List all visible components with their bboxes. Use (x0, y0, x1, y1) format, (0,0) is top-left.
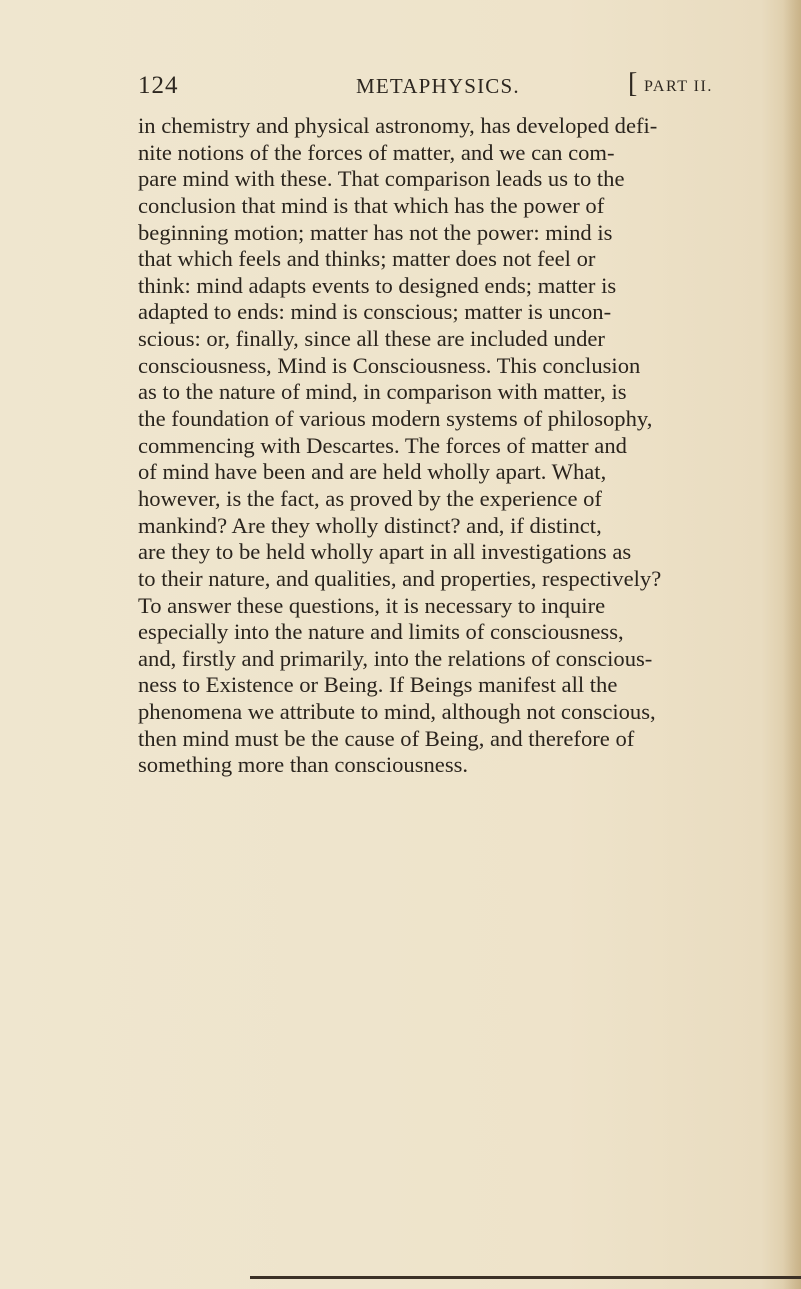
body-text (138, 113, 778, 779)
text-line: as to the nature of mind, in comparison with matter, is (138, 379, 627, 405)
text-line: beginning motion; matter has not the power: mind is (138, 219, 613, 245)
text-line: of mind have been and are held wholly apart. What, (138, 459, 607, 485)
page-number: 124 (138, 72, 179, 99)
text-line: phenomena we attribute to mind, although not conscious, (138, 699, 656, 725)
part-label: PART II. (644, 78, 713, 95)
text-line: are they to be held wholly apart in all investigations as (138, 539, 632, 565)
text-line: and, firstly and primarily, into the relations of conscious- (138, 645, 653, 671)
text-line: ness to Existence or Being. If Beings manifest all the (138, 672, 618, 698)
running-head (138, 68, 758, 112)
text-line: pare mind with these. That comparison leads us to the (138, 166, 625, 192)
text-line: conclusion that mind is that which has the power of (138, 192, 605, 218)
text-line: then mind must be the cause of Being, and therefore of (138, 725, 635, 751)
text-line: the foundation of various modern systems of philosophy, (138, 406, 653, 432)
text-line: however, is the fact, as proved by the experience of (138, 485, 602, 511)
text-line: especially into the nature and limits of consciousness, (138, 619, 624, 645)
text-line: scious: or, finally, since all these are included under (138, 326, 605, 352)
text-line: mankind? Are they wholly distinct? and, if distinct, (138, 512, 602, 538)
part-bracket: [ (628, 68, 638, 99)
text-line: in chemistry and physical astronomy, has developed defi- (138, 113, 658, 138)
text-line: nite notions of the forces of matter, and we can com- (138, 139, 615, 165)
text-line: think: mind adapts events to designed ends; matter is (138, 272, 617, 298)
page-edge-shadow (783, 0, 801, 1289)
text-line: to their nature, and qualities, and properties, respectively? (138, 565, 662, 591)
text-line: commencing with Descartes. The forces of matter and (138, 432, 627, 458)
text-line: To answer these questions, it is necessary to inquire (138, 592, 606, 618)
page-bottom-edge (250, 1276, 801, 1279)
running-title: METAPHYSICS. (356, 74, 520, 98)
text-line: something more than consciousness. (138, 752, 469, 778)
text-line: adapted to ends: mind is conscious; matter is uncon- (138, 299, 612, 325)
text-line: consciousness, Mind is Consciousness. This conclusion (138, 352, 641, 378)
text-line: that which feels and thinks; matter does not feel or (138, 246, 596, 272)
